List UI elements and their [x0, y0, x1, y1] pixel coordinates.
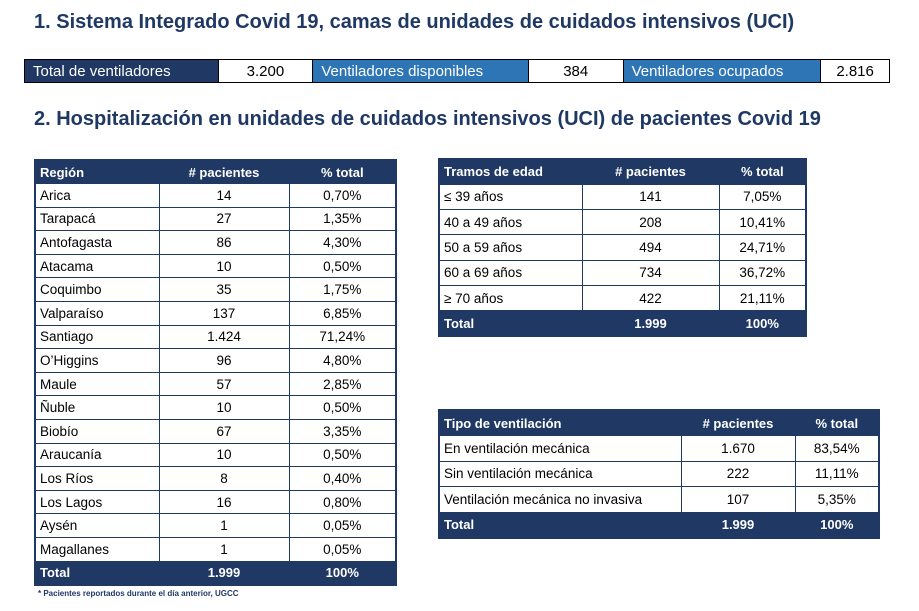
available-ventilators-label: Ventiladores disponibles — [313, 60, 529, 82]
table-row — [439, 210, 806, 235]
row-label: Tarapacá — [35, 207, 159, 231]
column-header: % total — [289, 160, 396, 184]
row-patients: 1.424 — [159, 325, 289, 349]
table-row — [439, 436, 879, 462]
row-patients: 10 — [159, 254, 289, 278]
row-patients: 27 — [159, 207, 289, 231]
row-label: Antofagasta — [35, 231, 159, 255]
row-percent: 83,54% — [795, 436, 879, 462]
row-patients: 107 — [681, 487, 795, 513]
row-percent: 0,50% — [289, 396, 396, 420]
table-row — [35, 302, 396, 326]
column-header: # pacientes — [681, 410, 795, 436]
table-row — [35, 231, 396, 255]
total-row — [35, 561, 396, 585]
column-header: Tipo de ventilación — [439, 410, 681, 436]
column-header: Región — [35, 160, 159, 184]
row-patients: 734 — [582, 260, 719, 285]
row-label: 60 a 69 años — [439, 260, 582, 285]
row-percent: 4,80% — [289, 349, 396, 373]
row-label: Atacama — [35, 254, 159, 278]
row-percent: 71,24% — [289, 325, 396, 349]
total-patients: 1.999 — [159, 561, 289, 585]
column-header: % total — [795, 410, 879, 436]
row-percent: 3,35% — [289, 420, 396, 444]
row-patients: 10 — [159, 443, 289, 467]
row-label: 50 a 59 años — [439, 235, 582, 260]
row-label: ≥ 70 años — [439, 285, 582, 310]
age-range-table — [438, 158, 807, 337]
row-percent: 1,75% — [289, 278, 396, 302]
total-ventilators-label: Total de ventiladores — [25, 60, 219, 82]
row-patients: 16 — [159, 490, 289, 514]
row-label: Santiago — [35, 325, 159, 349]
row-label: Biobío — [35, 420, 159, 444]
table-row — [35, 467, 396, 491]
region-table — [34, 159, 397, 586]
table-row — [35, 325, 396, 349]
row-patients: 422 — [582, 285, 719, 310]
table-row — [35, 490, 396, 514]
row-percent: 4,30% — [289, 231, 396, 255]
table-row — [35, 443, 396, 467]
row-patients: 1 — [159, 514, 289, 538]
total-row — [439, 311, 806, 336]
total-percent: 100% — [795, 512, 879, 538]
table-row — [439, 184, 806, 209]
row-patients: 1 — [159, 538, 289, 562]
table-row — [439, 235, 806, 260]
table-row — [35, 349, 396, 373]
row-percent: 21,11% — [719, 285, 806, 310]
total-ventilators-value: 3.200 — [219, 60, 314, 82]
total-patients: 1.999 — [681, 512, 795, 538]
table-row — [35, 538, 396, 562]
row-label: O’Higgins — [35, 349, 159, 373]
row-patients: 137 — [159, 302, 289, 326]
total-patients: 1.999 — [582, 311, 719, 336]
row-percent: 1,35% — [289, 207, 396, 231]
row-label: 40 a 49 años — [439, 210, 582, 235]
column-header: # pacientes — [582, 159, 719, 184]
footnote: * Pacientes reportados durante el día anterior, UGCC — [38, 589, 239, 598]
row-percent: 0,05% — [289, 514, 396, 538]
table-row — [35, 396, 396, 420]
row-percent: 24,71% — [719, 235, 806, 260]
total-label: Total — [439, 512, 681, 538]
row-patients: 14 — [159, 184, 289, 208]
occupied-ventilators-label: Ventiladores ocupados — [624, 60, 822, 82]
row-percent: 5,35% — [795, 487, 879, 513]
row-label: Sin ventilación mecánica — [439, 461, 681, 487]
row-patients: 86 — [159, 231, 289, 255]
row-label: Valparaíso — [35, 302, 159, 326]
table-row — [35, 420, 396, 444]
table-row — [35, 207, 396, 231]
row-percent: 0,50% — [289, 254, 396, 278]
row-label: Araucanía — [35, 443, 159, 467]
row-percent: 0,50% — [289, 443, 396, 467]
column-header: % total — [719, 159, 806, 184]
row-patients: 141 — [582, 184, 719, 209]
row-label: Los Lagos — [35, 490, 159, 514]
column-header: # pacientes — [159, 160, 289, 184]
row-label: Ventilación mecánica no invasiva — [439, 487, 681, 513]
row-label: Magallanes — [35, 538, 159, 562]
row-label: Arica — [35, 184, 159, 208]
row-percent: 0,40% — [289, 467, 396, 491]
row-patients: 10 — [159, 396, 289, 420]
table-header-row — [439, 159, 806, 184]
ventilation-type-table — [438, 409, 880, 539]
table-header-row — [35, 160, 396, 184]
table-row — [439, 487, 879, 513]
occupied-ventilators-value: 2.816 — [821, 60, 889, 82]
row-patients: 57 — [159, 372, 289, 396]
row-label: Maule — [35, 372, 159, 396]
section-1-title: 1. Sistema Integrado Covid 19, camas de unidades de cuidados intensivos (UCI) — [34, 11, 795, 33]
table-row — [35, 278, 396, 302]
table-row — [35, 514, 396, 538]
section-2-title: 2. Hospitalización en unidades de cuidados intensivos (UCI) de pacientes Covid 19 — [34, 108, 821, 130]
row-label: Los Ríos — [35, 467, 159, 491]
row-percent: 6,85% — [289, 302, 396, 326]
table-row — [439, 285, 806, 310]
row-patients: 67 — [159, 420, 289, 444]
total-row — [439, 512, 879, 538]
total-label: Total — [439, 311, 582, 336]
table-header-row — [439, 410, 879, 436]
table-row — [439, 461, 879, 487]
row-patients: 8 — [159, 467, 289, 491]
row-percent: 0,70% — [289, 184, 396, 208]
row-percent: 36,72% — [719, 260, 806, 285]
available-ventilators-value: 384 — [529, 60, 624, 82]
row-label: En ventilación mecánica — [439, 436, 681, 462]
row-label: Aysén — [35, 514, 159, 538]
total-percent: 100% — [719, 311, 806, 336]
row-patients: 494 — [582, 235, 719, 260]
row-percent: 0,80% — [289, 490, 396, 514]
total-label: Total — [35, 561, 159, 585]
row-label: ≤ 39 años — [439, 184, 582, 209]
row-patients: 222 — [681, 461, 795, 487]
table-row — [35, 254, 396, 278]
row-percent: 0,05% — [289, 538, 396, 562]
row-label: Ñuble — [35, 396, 159, 420]
ventilator-summary-bar — [24, 59, 890, 83]
column-header: Tramos de edad — [439, 159, 582, 184]
row-patients: 208 — [582, 210, 719, 235]
table-row — [439, 260, 806, 285]
row-patients: 1.670 — [681, 436, 795, 462]
row-percent: 2,85% — [289, 372, 396, 396]
table-row — [35, 372, 396, 396]
total-percent: 100% — [289, 561, 396, 585]
row-patients: 35 — [159, 278, 289, 302]
table-row — [35, 184, 396, 208]
row-percent: 7,05% — [719, 184, 806, 209]
row-label: Coquimbo — [35, 278, 159, 302]
row-percent: 11,11% — [795, 461, 879, 487]
row-patients: 96 — [159, 349, 289, 373]
row-percent: 10,41% — [719, 210, 806, 235]
